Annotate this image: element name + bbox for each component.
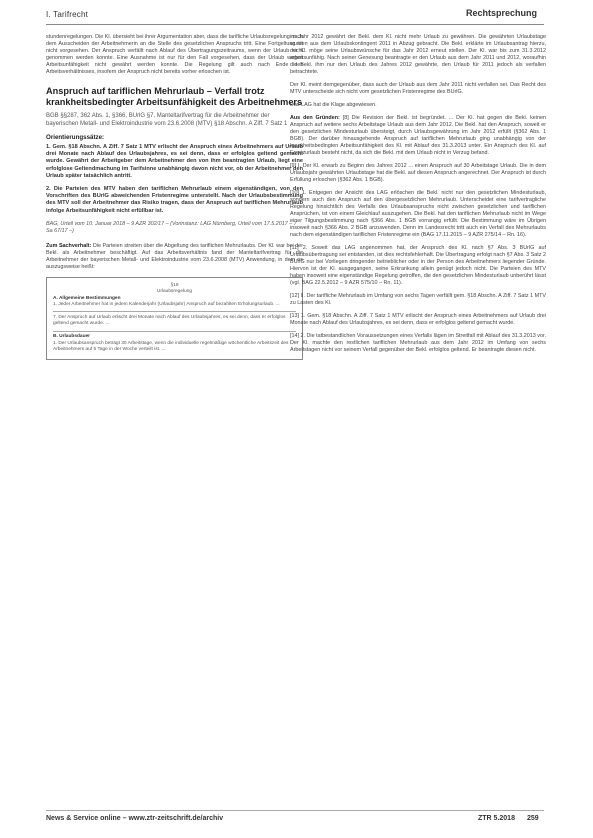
facts-paragraph <box>46 243 303 271</box>
box-clause-1: 1. Jeder Arbeitnehmer hat in jedem Kalenderjahr (Urlaubsjahr) Anspruch auf bezahlten Erholungsurlaub. ... <box>53 302 280 308</box>
margin-number-10: [10] 1. Entgegen der Ansicht des LAG erlöschen die Bekl. nicht nur den gesetzlichen Mindesturlaub, sondern auch den Anspruch auf den übergesetzlichen Mehrurlaub. Unterscheidet eine tarifvertragliche Regelung hinsichtlich des Verfalls des Urlaubsanspruchs nicht zwischen gesetzlichen und tariflichen Ansprüchen, ist von einem Gleichlauf auszugehen. Die Bekl. hat den tariflichen Mehrurlaub nicht im Wege einer Tilgungsbestimmung nach §366 Abs. 1 BGB vorrangig erfüllt. Die Bestimmung wäre im Übrigen insoweit nach §366 Abs. 2 BGB anzuwenden. Denn im Landesrecht tritt auch ein Verfall des Mehrurlaubs nach dem eigenständigen tariflichen Fristenregime ein (BAG 17.11.2015 – 9 AZR 275/14 – Rn. 16). <box>290 190 546 238</box>
statute-references: BGB §§287, 362 Abs. 1, §366, BUrlG §7, Manteltarifvertrag für die Arbeitnehmer der bayerischen Metall- und Elektroindustrie vom 23.6.2008 (MTV) §18 Abschn. A Ziff. 7 Satz 1 <box>46 113 288 127</box>
facts-text: Die Parteien streiten über die Abgeltung des tariflichen Mehrurlaubs. Der Kl. war bei der Bekl. als Arbeitnehmer beschäftigt. Auf das Arbeitsverhältnis fand der Manteltarifvertrag für die Arbeitnehmer der bayerischen Metall- und Elektroindustrie vom 23.6.2008 (MTV) Anwendung, in dem es auszugsweise heißt: <box>46 242 303 270</box>
court-citation: BAG, Urteil vom 10. Januar 2018 – 9 AZR 302/17 – (Vorinstanz: LAG Nürnberg, Urteil vom 17.5.2017 – 7 Sa 67/17 –) <box>46 220 297 234</box>
box-clause-b1: 1. Der Urlaubsanspruch beträgt 30 Arbeitstage, wenn die individuelle regelmäßige wöchentliche Arbeitszeit des Arbeitnehmers auf 5 Tage in der Woche verteilt ist. ... <box>53 340 289 353</box>
margin-number-12: [12] II. Der tarifliche Mehrurlaub im Umfang von sechs Tagen verfällt gem. §18 Abschn. A Ziff. 7 Satz 1 MTV zu Lasten des Kl. <box>290 293 546 306</box>
box-section-number: §18 <box>170 282 179 288</box>
margin-number-11: [11] 2. Soweit das LAG angenommen hat, der Anspruch des Kl. nach §7 Abs. 3 BUrlG auf Urlaubsübertragung sei entstanden, ist dies rechtsfehlerhaft. Die Übertragung erfolgt nach §7 Abs. 3 Satz 2 BUrlG nur bei Vorliegen dringender betrieblicher oder in der Person des Arbeitnehmers liegender Gründe. Hiervon ist der Kl. ausgegangen, seine Erkrankung allein genügt jedoch nicht. Die Parteien des MTV haben insoweit eine eigenständige Regelung getroffen, die den gesetzlichen Mindesturlaub unberührt lässt (vgl. BAG 22.5.2012 – 9 AZR 575/10 – Rn. 11). <box>290 245 546 286</box>
facts-heading: Zum Sachverhalt: <box>46 242 92 249</box>
box-part-a: A. Allgemeine Bestimmungen <box>53 295 121 301</box>
right-column <box>290 34 546 360</box>
box-divider <box>53 311 296 312</box>
reasons-heading: Aus den Gründen: <box>290 115 340 121</box>
left-intro-paragraph: stundenregelungen. Die Kl. übersieht bei ihrer Argumentation aber, dass die tarifliche Urlaubsregelung nach dem Ausscheiden der Arbeitnehmerin an die Stelle des gesetzlichen Anspruchs tritt. Eine Fortgeltung ist nicht vorgesehen. Der Anspruch verfällt nach Ablauf des Übertragungszeitraums, wenn der Urlaub nicht genommen werden konnte. Eine Ausnahme ist nur für den Fall vorgesehen, dass der Urlaub wegen Arbeitsunfähigkeit nicht gewährt werden konnte. Die Regelung gilt auch nach Ende des Arbeitsverhältnisses, insofern der Anspruch nicht bereits vorher erloschen ist. <box>46 34 303 75</box>
box-part-b: B. Urlaubsdauer <box>53 334 91 340</box>
footer-issue: ZTR 5.2018 <box>478 815 515 822</box>
right-paragraph-1: im Jahr 2012 gewährt der Bekl. dem Kl. nicht mehr Urlaub zu gewähren. Die gewährten Urlaubstage wurden aus dem Urlaubskontingent 2011 in Abzug gebracht. Die Bekl. erklärte im Urlaubsantrag hierzu, der Kl. möge seine Urlaubswünsche für das Jahr 2012 erneut stellen. Der Kl. war bis zum 31.3.2012 arbeitsunfähig. Nach seiner Genesung beantragte er den Urlaub aus dem Jahr 2011 und 2012, woraufhin die Bekl. ihm nur den Urlaub des Jahres 2012 gewährte, den Urlaub für 2011 jedoch als verfallen betrachtete. <box>290 34 546 75</box>
orientation-point-2: 2. Die Parteien des MTV haben den tariflichen Mehrurlaub einem eigenständigen, von den Vorschriften des BUrlG abweichenden Fristenregime unterstellt. Nach der Urlaubsbestimmung des MTV soll der Arbeitnehmer das Risiko tragen, dass der Anspruch auf tariflichen Mehrurlaub infolge Arbeitsunfähigkeit nicht erfüllbar ist. <box>46 186 303 214</box>
margin-number-13: [13] 1. Gem. §18 Abschn. A Ziff. 7 Satz 1 MTV erlischt der Anspruch eines Arbeitnehmers auf Urlaub drei Monate nach Ablauf des Urlaubsjahres, es sei denn, dass er erfolglos geltend gemacht wurde. <box>290 313 546 326</box>
right-paragraph-3: Das LAG hat die Klage abgewiesen. <box>290 102 377 108</box>
margin-number-14: [14] 2. Die tatbestandlichen Voraussetzungen eines Verfalls lägen im Streitfall mit Ablauf des 31.3.2013 vor. Der Kl. machte den restlichen tariflichen Mehrurlaub aus dem Jahr 2012 im Umfang von sechs Arbeitstagen nicht vor seinem Verfall gegenüber der Bekl. erfolglos geltend. Er beantragte diesen nicht. <box>290 333 546 353</box>
box-divider <box>53 331 296 332</box>
box-section-title: Urlaubsregelung <box>156 289 193 295</box>
section-header: I. Tarifrecht <box>46 10 89 19</box>
reasons-text: [8] Die Revision der Bekl. ist begründet. ... Der Kl. hat gegen die Bekl. keinen Anspruch auf weitere sechs Arbeitstage Urlaub aus dem Jahr 2012. Die Bekl. hat den Anspruch, soweit er den gesetzlichen Mindesturlaub übersteigt, durch Urlaubsgewährung im Jahr 2012 erfüllt (§362 Abs. 1 BGB). Der darüber hinausgehende Anspruch auf tariflichen Mehrurlaub ging unabhängig von der krankheitsbedingten Arbeitsunfähigkeit des Kl. mit Ablauf des 31.3.2013 unter. Ein Anspruch des Kl. auf Ersatzurlaub besteht nicht, da sich die Bekl. mit dem Urlaub nicht in Verzug befand. <box>290 115 547 156</box>
header-rule <box>46 24 544 25</box>
left-column <box>46 34 303 360</box>
box-clause-7: 7. Der Anspruch auf Urlaub erlischt drei Monate nach Ablauf des Urlaubsjahres, es sei denn, dass er erfolglos geltend gemacht wurde. ... <box>53 315 286 327</box>
orientation-point-1: 1. Gem. §18 Abschn. A Ziff. 7 Satz 1 MTV erlischt der Anspruch eines Arbeitnehmers auf Urlaub drei Monate nach Ablauf des Urlaubsjahres, es sei denn, dass er erfolglos geltend gemacht wurde. Gewährt der Arbeitgeber dem Arbeitnehmer den von ihm beantragten Urlaub, liegt eine erfolglose Geltendmachung im Tarifsinne unabhängig davon nicht vor, ob der Arbeitnehmer den Urlaub später tatsächlich antritt. <box>46 144 303 179</box>
tariff-excerpt-box <box>46 277 303 360</box>
right-paragraph-2: Der Kl. meint demgegenüber, dass auch der Urlaub aus dem Jahr 2011 nicht verfallen sei. Das Recht des MTV unterscheide sich nicht vom gesetzlichen Fristenregime des BUrlG. <box>290 82 546 95</box>
reasons-paragraph <box>290 115 546 157</box>
category-header: Rechtsprechung <box>466 8 538 18</box>
footer-rule <box>46 810 544 811</box>
orientation-heading: Orientierungssätze: <box>46 134 105 141</box>
page-number: 259 <box>527 815 539 822</box>
margin-number-9: [9] I. Der Kl. erwarb zu Beginn des Jahres 2012 ... einen Anspruch auf 30 Arbeitstage Urlaub. Die in dem Urlaubsjahr gewährten Urlaubstage hat die Bekl. auf diesen Anspruch angerechnet. Der Anspruch ist durch Erfüllung erloschen (§362 Abs. 1 BGB). <box>290 163 546 183</box>
footer-source: News & Service online – www.ztr-zeitschrift.de/archiv <box>46 815 224 822</box>
article-title: Anspruch auf tariflichen Mehrurlaub – Verfall trotz krankheitsbedingter Arbeitsunfähigkeit des Arbeitnehmers <box>46 86 303 107</box>
